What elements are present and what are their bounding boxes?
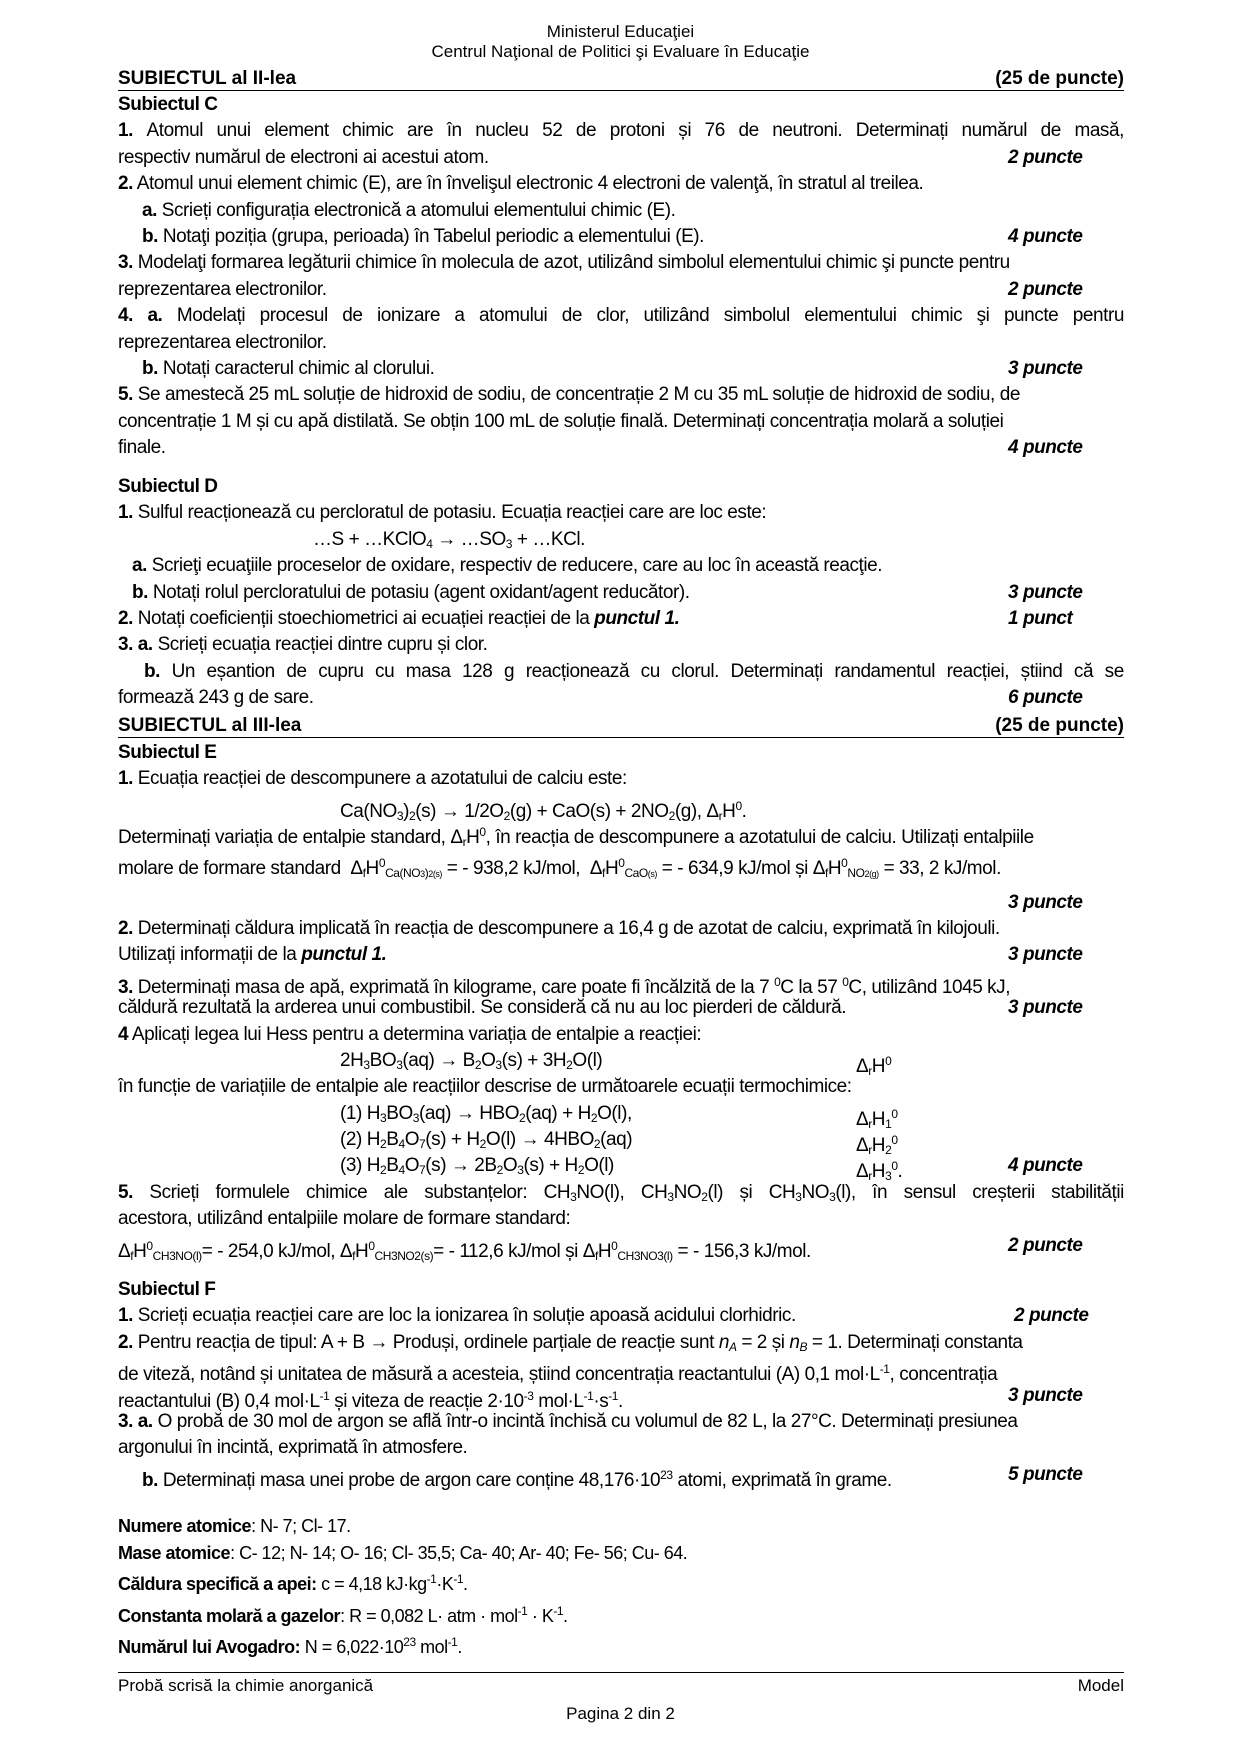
- c-q2-points: 4 puncte: [1008, 225, 1083, 247]
- subject-f-title: Subiectul F: [118, 1279, 216, 1300]
- header-center: Centrul Naţional de Politici şi Evaluare în Educaţie: [431, 42, 810, 61]
- d-q3a: 3. a. Scrieți ecuația reacției dintre cupru și clor.: [118, 634, 488, 656]
- e-q3-points: 3 puncte: [1008, 997, 1083, 1019]
- c-q1-line2: respectiv numărul de electroni ai acestui atom. 2 puncte: [118, 145, 1124, 171]
- footer: [118, 1676, 1124, 1696]
- e-q4-text: în funcție de variațiile de entalpie ale reacțiilor descrise de următoarele ecuații termochimice:: [118, 1076, 852, 1098]
- subject-e: [118, 740, 1124, 1263]
- d-q2-points: 1 punct: [1008, 607, 1073, 629]
- constants-block: [118, 1513, 1124, 1661]
- c-q2a: a. Scrieți configurația electronică a atomului elementului chimic (E).: [142, 199, 676, 221]
- e-q1-molar-line: molare de formare standard $\Delta_fH^0_{Ca(NO3)2(s)}$ = - 938,2 kJ/mol, $\Delta_fH^0_{CaO(s)}$ = - 634,9 kJ/mol și $\Delta_fH^0_{NO2(g)} = 33$, 2 kJ/mol.: [118, 855, 1001, 880]
- d-q1-equation: …S + …KClO$_4$ → $\dots SO_3$ + …KCl.: [313, 528, 585, 551]
- c-q4b: b. Notați caracterul chimic al clorului. 3 puncte: [118, 356, 1124, 382]
- gas-constant: Constanta molară a gazelor: R = 0,082 L· atm · $mol^{-1} \cdot K^{-1}$.: [118, 1603, 568, 1626]
- header-ministry: Ministerul Educaţiei: [546, 22, 695, 41]
- section-2-points: (25 de puncte): [995, 68, 1124, 89]
- e-q4-equation: $2H_3BO_3(aq) \to B_2O_3(s) + 3H_2O(l)$ $\Delta_rH^0$: [340, 1049, 892, 1078]
- e-q5-points: 2 puncte: [1008, 1234, 1083, 1256]
- subject-c-title: Subiectul C: [118, 94, 218, 115]
- e-q3-line2: căldură rezultată la arderea unui combustibil. Se consideră că nu au loc pierderi de căldură. 3 puncte: [118, 995, 1124, 1021]
- e-reaction-1: (1) $H_3BO_3(aq) \to HBO_2(aq) + H_2O(l)$, $\Delta_rH_1^0$: [340, 1102, 898, 1131]
- d-q1a: a. Scrieţi ecuaţiile proceselor de oxidare, respectiv de reducere, care au loc în această reacţie.: [132, 555, 883, 577]
- e-q4: 4 Aplicați legea lui Hess pentru a determina variația de entalpie a reacției:: [118, 1023, 702, 1045]
- c-q3-points: 2 puncte: [1008, 278, 1083, 300]
- c-q2b: b. Notaţi poziția (grupa, perioada) în Tabelul periodic a elementului (E). 4 puncte: [118, 224, 1124, 250]
- e-q2-line1: 2. Determinați căldura implicată în reacția de descompunere a 16,4 g de azotat de calciu, exprimată în kilojouli.: [118, 917, 1000, 939]
- subject-f: [118, 1277, 1124, 1491]
- e-reaction-3: (3) $H_2B_4O_7(s) \to 2B_2O_3(s) + H_2O(l)$ $\Delta_rH_3^0$. 4 puncte: [340, 1155, 1083, 1184]
- specific-heat: Căldura specifică a apei: c = 4,18 $kJ\cdot kg^{-1}\cdot K^{-1}$.: [118, 1572, 468, 1594]
- c-q2: 2. Atomul unui element chimic (E), are în învelişul electronic 4 electroni de valenţă, în stratul al treilea.: [118, 173, 924, 195]
- e-q2-line2: Utilizați informații de la punctul 1. 3 puncte: [118, 942, 1124, 968]
- e-q5-line1: 5. Scrieți formulele chimice ale substanțelor: $CH_3NO(l)$, $CH_3NO_2(l)$ și $CH_3NO_3(l)$, în sensul creșterii stabilității: [118, 1181, 1124, 1204]
- section-3-title: SUBIECTUL al III-lea: [118, 715, 302, 736]
- e-q2-points: 3 puncte: [1008, 944, 1083, 966]
- footer-rule: [118, 1672, 1124, 1673]
- subject-e-title: Subiectul E: [118, 742, 217, 763]
- c-q5-line3: finale. 4 puncte: [118, 435, 1124, 461]
- e-q5-line3: $\Delta_fH^0_{CH3NO(l)}= - 254,0$ kJ/mol, $\Delta_fH^0_{CH3NO2(s)}= - 112,6$ kJ/mol și $\Delta_fH^0_{CH3NO3(l)}$ = - 156,3 kJ/mol. 2 puncte: [118, 1234, 1083, 1263]
- e-q3-line1: 3. Determinați masa de apă, exprimată în kilograme, care poate fi încălzită de la 7 $^0$C la 57 $^0$C, utilizând 1045 kJ,: [118, 974, 1011, 998]
- e-q4-points: 4 puncte: [1008, 1155, 1083, 1177]
- c-q5-line2: concentrație 1 M și cu apă distilată. Se obțin 100 mL de soluție finală. Determinați concentrația molară a soluției: [118, 410, 1004, 432]
- page-number: Pagina 2 din 2: [566, 1704, 675, 1723]
- footer-right: Model: [1077, 1676, 1124, 1695]
- e-q1: 1. Ecuația reacției de descompunere a azotatului de calciu este:: [118, 768, 627, 790]
- f-q3a-line2: argonului în incintă, exprimată în atmosfere.: [118, 1437, 468, 1459]
- d-q1b: b. Notați rolul percloratului de potasiu (agent oxidant/agent reducător). 3 puncte: [118, 580, 1124, 606]
- section-3-points: (25 de puncte): [995, 715, 1124, 736]
- d-q2: 2. Notați coeficienții stoechiometrici ai ecuației reacției de la punctul 1. 1 punct: [118, 606, 1124, 632]
- e-q1-text: Determinați variația de entalpie standard, $\Delta_rH^0$, în reacția de descompunere a azotatului de calciu. Utilizați entalpiile: [118, 825, 1034, 850]
- d-q3-points: 6 puncte: [1008, 687, 1083, 709]
- d-q3b-line1: b. Un eșantion de cupru cu masa 128 g reacționează cu clorul. Determinați randamentul reacției, știind că se: [144, 660, 1124, 682]
- section-3-header: [118, 715, 1124, 738]
- d-q1: 1. Sulful reacționează cu percloratul de potasiu. Ecuația reacției care are loc este:: [118, 502, 767, 524]
- e-q1-points-line: [118, 890, 1124, 916]
- f-q3-points: 5 puncte: [1008, 1463, 1083, 1485]
- section-2-header: [118, 68, 1124, 91]
- c-q4-line1: 4. a. Modelați procesul de ionizare a atomului de clor, utilizând simbolul elementului chimic şi puncte pentru: [118, 305, 1124, 327]
- subject-c: [118, 92, 1124, 461]
- f-q2-line1: 2. Pentru reacția de tipul: A + B → Produși, ordinele parțiale de reacție sunt $n_A = 2$ și $n_B = 1$. Determinați constanta: [118, 1331, 1023, 1354]
- c-q5-line1: 5. Se amestecă 25 mL soluție de hidroxid de sodiu, de concentrație 2 M cu 35 mL soluție de hidroxid de sodiu, de: [118, 384, 1020, 406]
- f-q1-points: 2 puncte: [1014, 1305, 1089, 1327]
- c-q1-line1: 1. Atomul unui element chimic are în nucleu 52 de protoni și 76 de neutroni. Determinați numărul de masă,: [118, 120, 1124, 142]
- d-q3b-line2: formează 243 g de sare. 6 puncte: [118, 685, 1124, 711]
- atomic-masses: Mase atomice: C- 12; N- 14; O- 16; Cl- 35,5; Ca- 40; Ar- 40; Fe- 56; Cu- 64.: [118, 1542, 688, 1563]
- c-q1-points: 2 puncte: [1008, 146, 1083, 168]
- e-q5-line2: acestora, utilizând entalpiile molare de formare standard:: [118, 1208, 571, 1230]
- d-q1-points: 3 puncte: [1008, 581, 1083, 603]
- f-q2-points: 3 puncte: [1008, 1384, 1083, 1406]
- f-q3b: b. Determinați masa unei probe de argon care conține $48,176\cdot 10^{23}$ atomi, exprimată în grame. 5 puncte: [142, 1463, 1083, 1491]
- e-q1-points: 3 puncte: [1008, 891, 1083, 913]
- c-q5-points: 4 puncte: [1008, 437, 1083, 459]
- c-q4-line2: reprezentarea electronilor.: [118, 331, 327, 353]
- subject-d: [118, 474, 1124, 712]
- f-q2-line2: de viteză, notând și unitatea de măsură a acesteia, știind concentrația reactantului (A) 0,1 $mol\cdot L^{-1}$, concentrația: [118, 1362, 998, 1386]
- subject-d-title: Subiectul D: [118, 476, 218, 497]
- atomic-numbers: Numere atomice: N- 7; Cl- 17.: [118, 1516, 351, 1536]
- c-q3-line1: 3. Modelaţi formarea legăturii chimice în molecula de azot, utilizând simbolul elementului chimic şi puncte pentru: [118, 252, 1010, 274]
- f-q2-line3: reactantului (B) 0,4 $mol\cdot L^{-1}$ și viteza de reacție $2\cdot 10^{-3}$ $mol\cdot L^{-1}\cdot s^{-1}$. 3 puncte: [118, 1384, 1083, 1412]
- footer-left: Probă scrisă la chimie anorganică: [118, 1676, 374, 1695]
- avogadro: Numărul lui Avogadro: $N = 6,022\cdot 10^{23}$ mol$^{-1}$.: [118, 1635, 462, 1657]
- f-q3a-line1: 3. a. O probă de 30 mol de argon se află într-o incintă închisă cu volumul de 82 L, la 27°C. Determinați presiunea: [118, 1410, 1018, 1432]
- f-q1: 1. Scrieți ecuația reacției care are loc la ionizarea în soluție apoasă acidului clorhidric. 2 puncte: [118, 1303, 1124, 1329]
- section-2-title: SUBIECTUL al II-lea: [118, 68, 297, 89]
- e-reaction-2: (2) $H_2B_4O_7(s) + H_2O(l) \to 4HBO_2(aq)$ $\Delta_rH_2^0$: [340, 1129, 898, 1158]
- e-q1-equation: $Ca(NO_3)_2(s) \to 1/2O_2(g) + CaO(s) + 2NO_2(g)$, $\Delta_rH^0$.: [340, 798, 747, 823]
- c-q4-points: 3 puncte: [1008, 357, 1083, 379]
- c-q3-line2: reprezentarea electronilor. 2 puncte: [118, 277, 1124, 303]
